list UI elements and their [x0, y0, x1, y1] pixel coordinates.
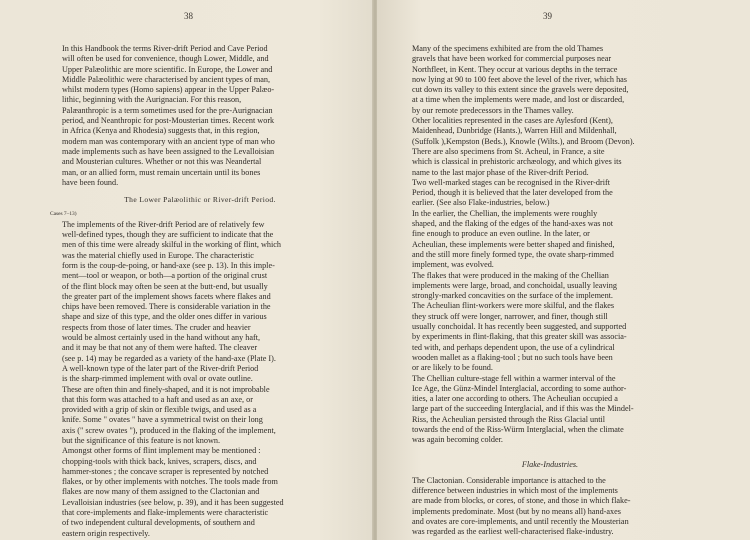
paragraph: The Chellian culture-stage fell within a warmer interval of the Ice Age, the Günz-Mindel Interglacial, according to some author- ities, a later one according to others. The Acheulian occupied a large part of the succeeding Interglacial, and if this was the Mindel- Riss, the Acheulian persisted through the Riss Glacial until towards the end of the Riss-Würm Interglacial, when the climate was again becoming colder. — [412, 373, 634, 445]
paragraph: The flakes that were produced in the making of the Chellian implements were large, broad, and conchoidal, usually leaving strongly-marked concavities on the surface of the implement. The Acheulian flint-workers were more skilful, and the flakes they struck off were longer, narrower, and finer, though still usually conchoidal. It has recently been suggested, and supported by experiments in flint-flaking, that this greater skill was associa- ted with, and perhaps dependent upon, the use of a cylindrical wooden mallet as a flaking-tool ; but no such tools have been or are likely to be found. — [412, 270, 627, 373]
paragraph: The Clactonian. Considerable importance is attached to the difference between industries in which most of the implements are made from blocks, or cores, of stone, and those in which flake- implements predominate. Most (but by no means all) hand-axes and ovates are core-implements, and until recently the Mousterian was regarded as the earliest well-characterised flake-industry. — [412, 475, 631, 537]
left-page-body — [50, 44, 350, 539]
paragraph: Amongst other forms of flint implement may be mentioned : chopping-tools with thick back, knives, scrapers, discs, and hammer-stones ; the concave scraper is represented by notched flakes, or by other implements with notches. The tools made from flakes are now many of them assigned to the Clactonian and Levalloisian industries (see below, p. 39), and it has been suggested that core-implements and flake-implements were characteristic of two independent cultural developments, of southern and eastern origin respectively. — [62, 446, 284, 538]
paragraph: Many of the specimens exhibited are from the old Thames gravels that have been worked for commercial purposes near Northfleet, in Kent. They occur at various depths in the terrace now lying at 90 to 100 feet above the level of the river, which has cut down its valley to this extent since the gravels were deposited, at a time when the implements were made, and lost or discarded, by our remote predecessors in the Thames valley. — [412, 44, 629, 115]
right-page-body — [400, 44, 700, 538]
paragraph: A well-known type of the later part of the River-drift Period is the sharp-rimmed implement with oval or ovate outline. These are often thin and finely-shaped, and it is not improbable that this form was attached to a haft and used as an axe, or provided with a grip of skin or flexible twigs, and used as a knife. Some " ovates " have a symmetrical twist on their long axis (" screw ovates "), produced in the flaking of the implement, but the significance of this feature is not known. — [62, 363, 276, 445]
case-note: Cases 7–13) — [50, 211, 77, 218]
section-heading: Flake-Industries. — [521, 459, 579, 469]
paragraph: In the earlier, the Chellian, the implements were roughly shaped, and the flaking of the edges of the hand-axes was not fine enough to produce an even outline. In the later, or Acheulian, these implements were better shaped and finished, and the still more finely formed type, the ovate sharp-rimmed implement, was evolved. — [412, 208, 615, 270]
paragraph: The implements of the River-drift Period are of relatively few well-defined types, though they are sufficient to indicate that the men of this time were already skilful in the working of flint, which was the material chiefly used in Europe. The characteristic form is the coup-de-poing, or hand-axe (see p. 13). In this imple- ment—tool or weapon, or both—a portion of the original crust of the flint block may often be seen at the butt-end, but usually the greater part of the implement shows facets where flakes and chips have been removed. There is considerable variation in the shape and size of this type, and the older ones differ in various respects from those of later times. The cruder and heavier would be almost certainly used in the hand without any haft, and it may be that not any of them were hafted. The cleaver (see p. 14) may be regarded as a variety of the hand-axe (Plate I). — [62, 219, 281, 363]
paragraph: In this Handbook the terms River-drift Period and Cave Period will often be used for convenience, though Lower, Middle, and Upper Palæolithic are more scientific. In Europe, the Lower and Middle Palæolithic were characterised by ancient types of man, whilst modern types (Homo sapiens) appear in the Upper Palæo- lithic, beginning with the Aurignacian. For this reason, Palæanthropic is a term sometimes used for the pre-Aurignacian period, and Neanthropic for post-Mousterian times. Recent work in Africa (Kenya and Rhodesia) suggests that, in this region, modern man was contemporary with an ancient type of man who made implements such as have been assigned to the Levalloisian and Mousterian cultures. Whether or not this was Neandertal man, or an allied form, must remain uncertain until its bones have been found. — [62, 44, 275, 187]
paragraph: Other localities represented in the cases are Aylesford (Kent), Maidenhead, Dunbridge (Hants.), Warren Hill and Mildenhall, (Suffolk ),Kempston (Beds.), Knowle (Wilts.), and Broom (Devon). There are also specimens from St. Acheul, in France, a site which is classical in prehistoric archæology, and which gives its name to the last major phase of the River-drift Period. — [412, 116, 635, 177]
paragraph: Two well-marked stages can be recognised in the River-drift Period, though it is believed that the later developed from the earlier. (See also Flake-industries, below.) — [412, 177, 613, 208]
section-heading: The Lower Palæolithic or River-drift Period. — [124, 195, 276, 205]
page-number: 39 — [543, 11, 552, 21]
page-number: 38 — [184, 11, 193, 21]
